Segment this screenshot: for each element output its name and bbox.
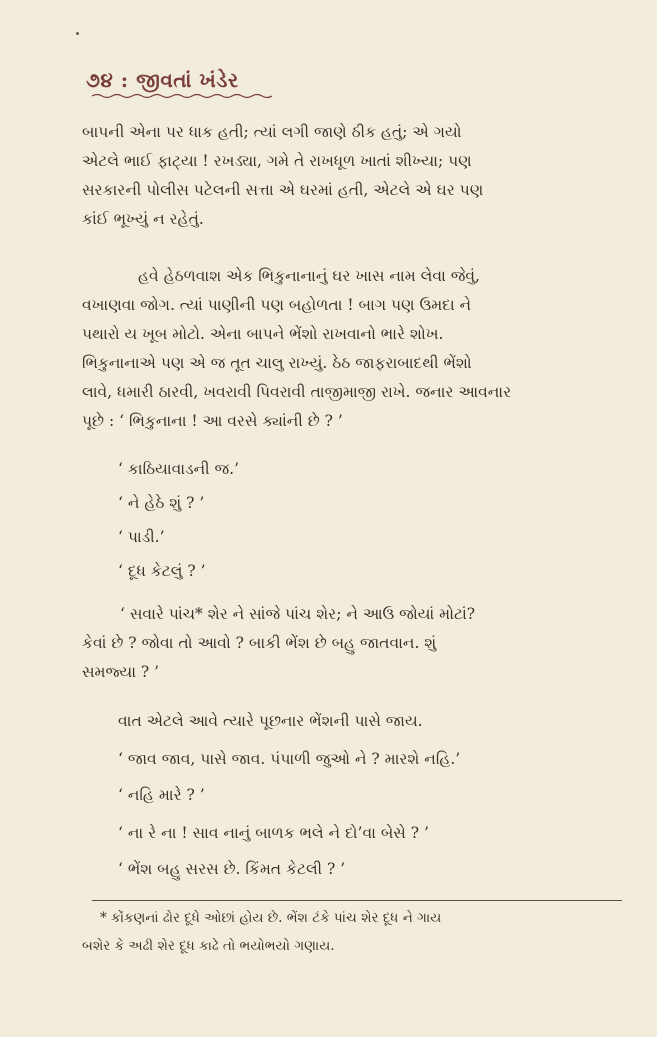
text-line: પથારો ય ખૂબ મોટો. એના બાપને ભેંશો રાખવાનો ભારે શોખ. — [82, 325, 444, 343]
text-line: ‘ સવારે પાંચ* શેર ને સાંજે પાંચ શેર; ને આઉ જોયાં મોટાં? — [120, 605, 476, 623]
dialogue-line: ‘ જાવ જાવ, પાસે જાવ. પંપાળી જુઓ ને ? મારશે નહિ.’ — [118, 750, 461, 768]
dialogue-line: ‘ નહિ મારે ? ’ — [118, 786, 205, 804]
dialogue-line: ‘ દૂધ કેટલું ? ’ — [118, 562, 206, 580]
text-line: ભિકુનાનાએ પણ એ જ તૂત ચાલુ રાખ્યું. ઠેઠ જાફરાબાદથી ભેંશો — [82, 354, 472, 372]
dialogue-line: ‘ ને હેઠે શું ? ’ — [118, 494, 205, 512]
page-speck — [76, 32, 79, 35]
text-line: પૂછે : ‘ ભિકુનાના ! આ વરસે ક્યાંની છે ? ’ — [82, 412, 343, 430]
footnote-line: * કોંકણનાં ઢોર દૂધે ઓછાં હોય છે. ભેંશ ટંકે પાંચ શેર દૂધ ને ગાય — [100, 910, 442, 926]
paragraph-3 — [82, 600, 622, 687]
dialogue-line: ‘ ના રે ના ! સાવ નાનું બાળક ભલે ને દો’વા બેસે ? ’ — [118, 824, 429, 842]
dialogue-line: ‘ પાડી.’ — [118, 528, 165, 546]
dialogue-line: વાત એટલે આવે ત્યારે પૂછનાર ભેંશની પાસે જાય. — [118, 712, 423, 730]
text-line: બાપની એના પર ધાક હતી; ત્યાં લગી જાણે ઠીક હતું; એ ગયો — [82, 123, 462, 141]
footnote-line: બશેર કે અઢી શેર દૂધ કાઢે તો ભયોભયો ગણાય. — [82, 938, 335, 954]
text-line: કેવાં છે ? જોવા તો આવો ? બાકી ભેંશ છે બહુ જાતવાન. શું — [82, 634, 437, 652]
paragraph-2 — [82, 262, 622, 436]
dialogue-line: ‘ કાઠિયાવાડની જ.’ — [118, 460, 239, 478]
text-line: વખાણવા જોગ. ત્યાં પાણીની પણ બહોળતા ! બાગ પણ ઉમદા ને — [82, 296, 472, 314]
paragraph-1 — [82, 118, 622, 234]
dialogue-line: ‘ ભેંશ બહુ સરસ છે. કિંમત કેટલી ? ’ — [118, 860, 346, 878]
running-header: ૭૪ : જીવતાં ખંડેર — [86, 68, 239, 92]
text-line: લાવે, ધમારી ઠારવી, ખવરાવી પિવરાવી તાજીમાજી રાખે. જનાર આવનાર — [82, 383, 512, 401]
wavy-header-rule — [92, 93, 272, 99]
text-line: એટલે ભાઈ ફાટ્યા ! રખડ્યા, ગમે તે રાખધૂળ ખાતાં શીખ્યા; પણ — [82, 152, 472, 170]
text-line: સમજ્યા ? ’ — [82, 663, 160, 681]
footnote-rule — [92, 900, 622, 901]
footnote — [82, 904, 627, 960]
text-line: સરકારની પોલીસ પટેલની સત્તા એ ઘરમાં હતી, એટલે એ ઘર પણ — [82, 181, 484, 199]
text-line: હવે હેઠળવાશ એક ભિકુનાનાનું ઘર ખાસ નામ લેવા જેવું, — [138, 267, 480, 285]
text-line: કાંઈ ભૂખ્યું ન રહેતું. — [82, 210, 204, 228]
